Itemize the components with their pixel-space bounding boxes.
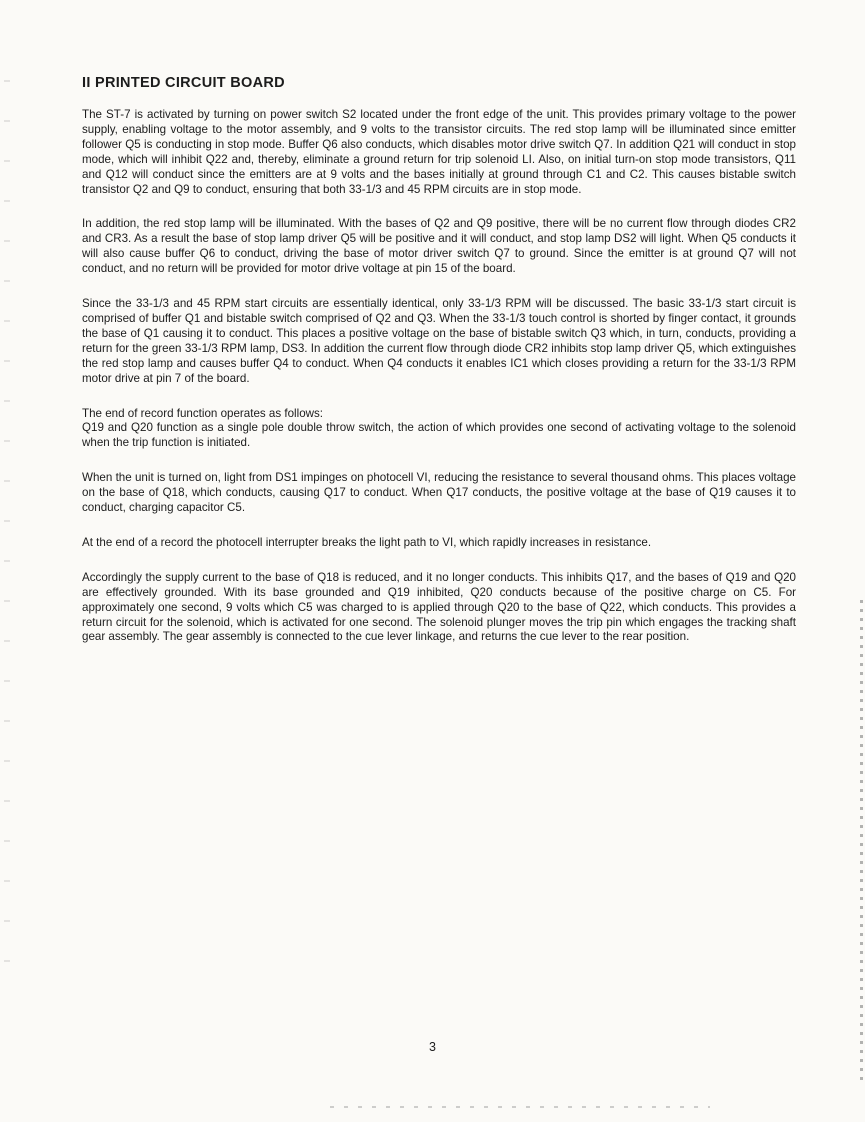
paragraph-start-circuits: Since the 33-1/3 and 45 RPM start circuits are essentially identical, only 33-1/3 RPM will be discussed. The basic 33-1/3 start circuit is comprised of buffer Q1 and bistable switch comprised of Q2 and Q3. When the 33-1/3 touch control is shorted by finger contact, it grounds the base of Q1 causing it to conduct. This places a positive voltage on the base of bistable switch Q3 which, in turn, conducts, providing a return for the green 33-1/3 RPM lamp, DS3. In addition the current flow through diode CR2 inhibits stop lamp driver Q5, which extinguishes the red stop lamp and causes buffer Q4 to conduct. When Q4 conducts it enables IC1 which closes providing a return for the 33-1/3 RPM motor drive at pin 7 of the board. (82, 297, 796, 385)
paragraph-solenoid: Accordingly the supply current to the base of Q18 is reduced, and it no longer conducts. This inhibits Q17, and the bases of Q19 and Q20 are effectively grounded. With its base grounded and Q19 inhibited, Q20 conducts because of the positive charge on C5. For approximately one second, 9 volts which C5 was charged to is applied through Q20 to the base of Q22, which conducts. This provides a return circuit for the solenoid, which is activated for one second. The solenoid plunger moves the trip pin which engages the tracking shaft gear assembly. The gear assembly is connected to the cue lever linkage, and returns the cue lever to the rear position. (82, 570, 796, 644)
scan-edge-artifact-right (860, 600, 863, 1080)
paragraph-end-of-record-intro: The end of record function operates as follows: (82, 406, 324, 420)
page-number: 3 (429, 1040, 436, 1054)
scan-edge-artifact-left (4, 80, 10, 980)
scan-edge-artifact-bottom (330, 1106, 710, 1108)
document-body (82, 74, 796, 665)
paragraph-power-on: The ST-7 is activated by turning on power switch S2 located under the front edge of the unit. This provides primary voltage to the power supply, enabling voltage to the motor assembly, and 9 volts to the transistor circuits. The red stop lamp will be illuminated since emitter follower Q5 is conducting in stop mode. Buffer Q6 also conducts, which disables motor drive switch Q7. In addition Q21 will conduct in stop mode, which will inhibit Q22 and, thereby, eliminate a ground return for trip solenoid LI. Also, on initial turn-on stop mode transistors, Q11 and Q12 will conduct since the emitters are at 9 volts and the bases initially at ground through C1 and C2. This causes bistable switch transistor Q2 and Q9 to conduct, ensuring that both 33-1/3 and 45 RPM circuits are in stop mode. (82, 108, 796, 196)
paragraph-stop-lamp: In addition, the red stop lamp will be illuminated. With the bases of Q2 and Q9 positive, there will be no current flow through diodes CR2 and CR3. As a result the base of stop lamp driver Q5 will be positive and it will conduct, and stop lamp DS2 will light. When Q5 conducts it will also cause buffer Q6 to conduct, driving the base of motor driver switch Q7 to ground. Since the emitter is at ground Q7 will not conduct, and no return will be provided for motor drive voltage at pin 15 of the board. (82, 217, 796, 276)
section-heading: II PRINTED CIRCUIT BOARD (82, 75, 285, 91)
paragraph-interrupter: At the end of a record the photocell interrupter breaks the light path to VI, which rapidly increases in resistance. (82, 535, 652, 549)
paragraph-spdt-switch: Q19 and Q20 function as a single pole double throw switch, the action of which provides one second of activating voltage to the solenoid when the trip function is initiated. (82, 421, 796, 450)
paragraph-photocell: When the unit is turned on, light from DS1 impinges on photocell VI, reducing the resistance to several thousand ohms. This places voltage on the base of Q18, which conducts, causing Q17 to conduct. When Q17 conducts, the positive voltage at the base of Q19 causes it to conduct, charging capacitor C5. (82, 471, 796, 515)
